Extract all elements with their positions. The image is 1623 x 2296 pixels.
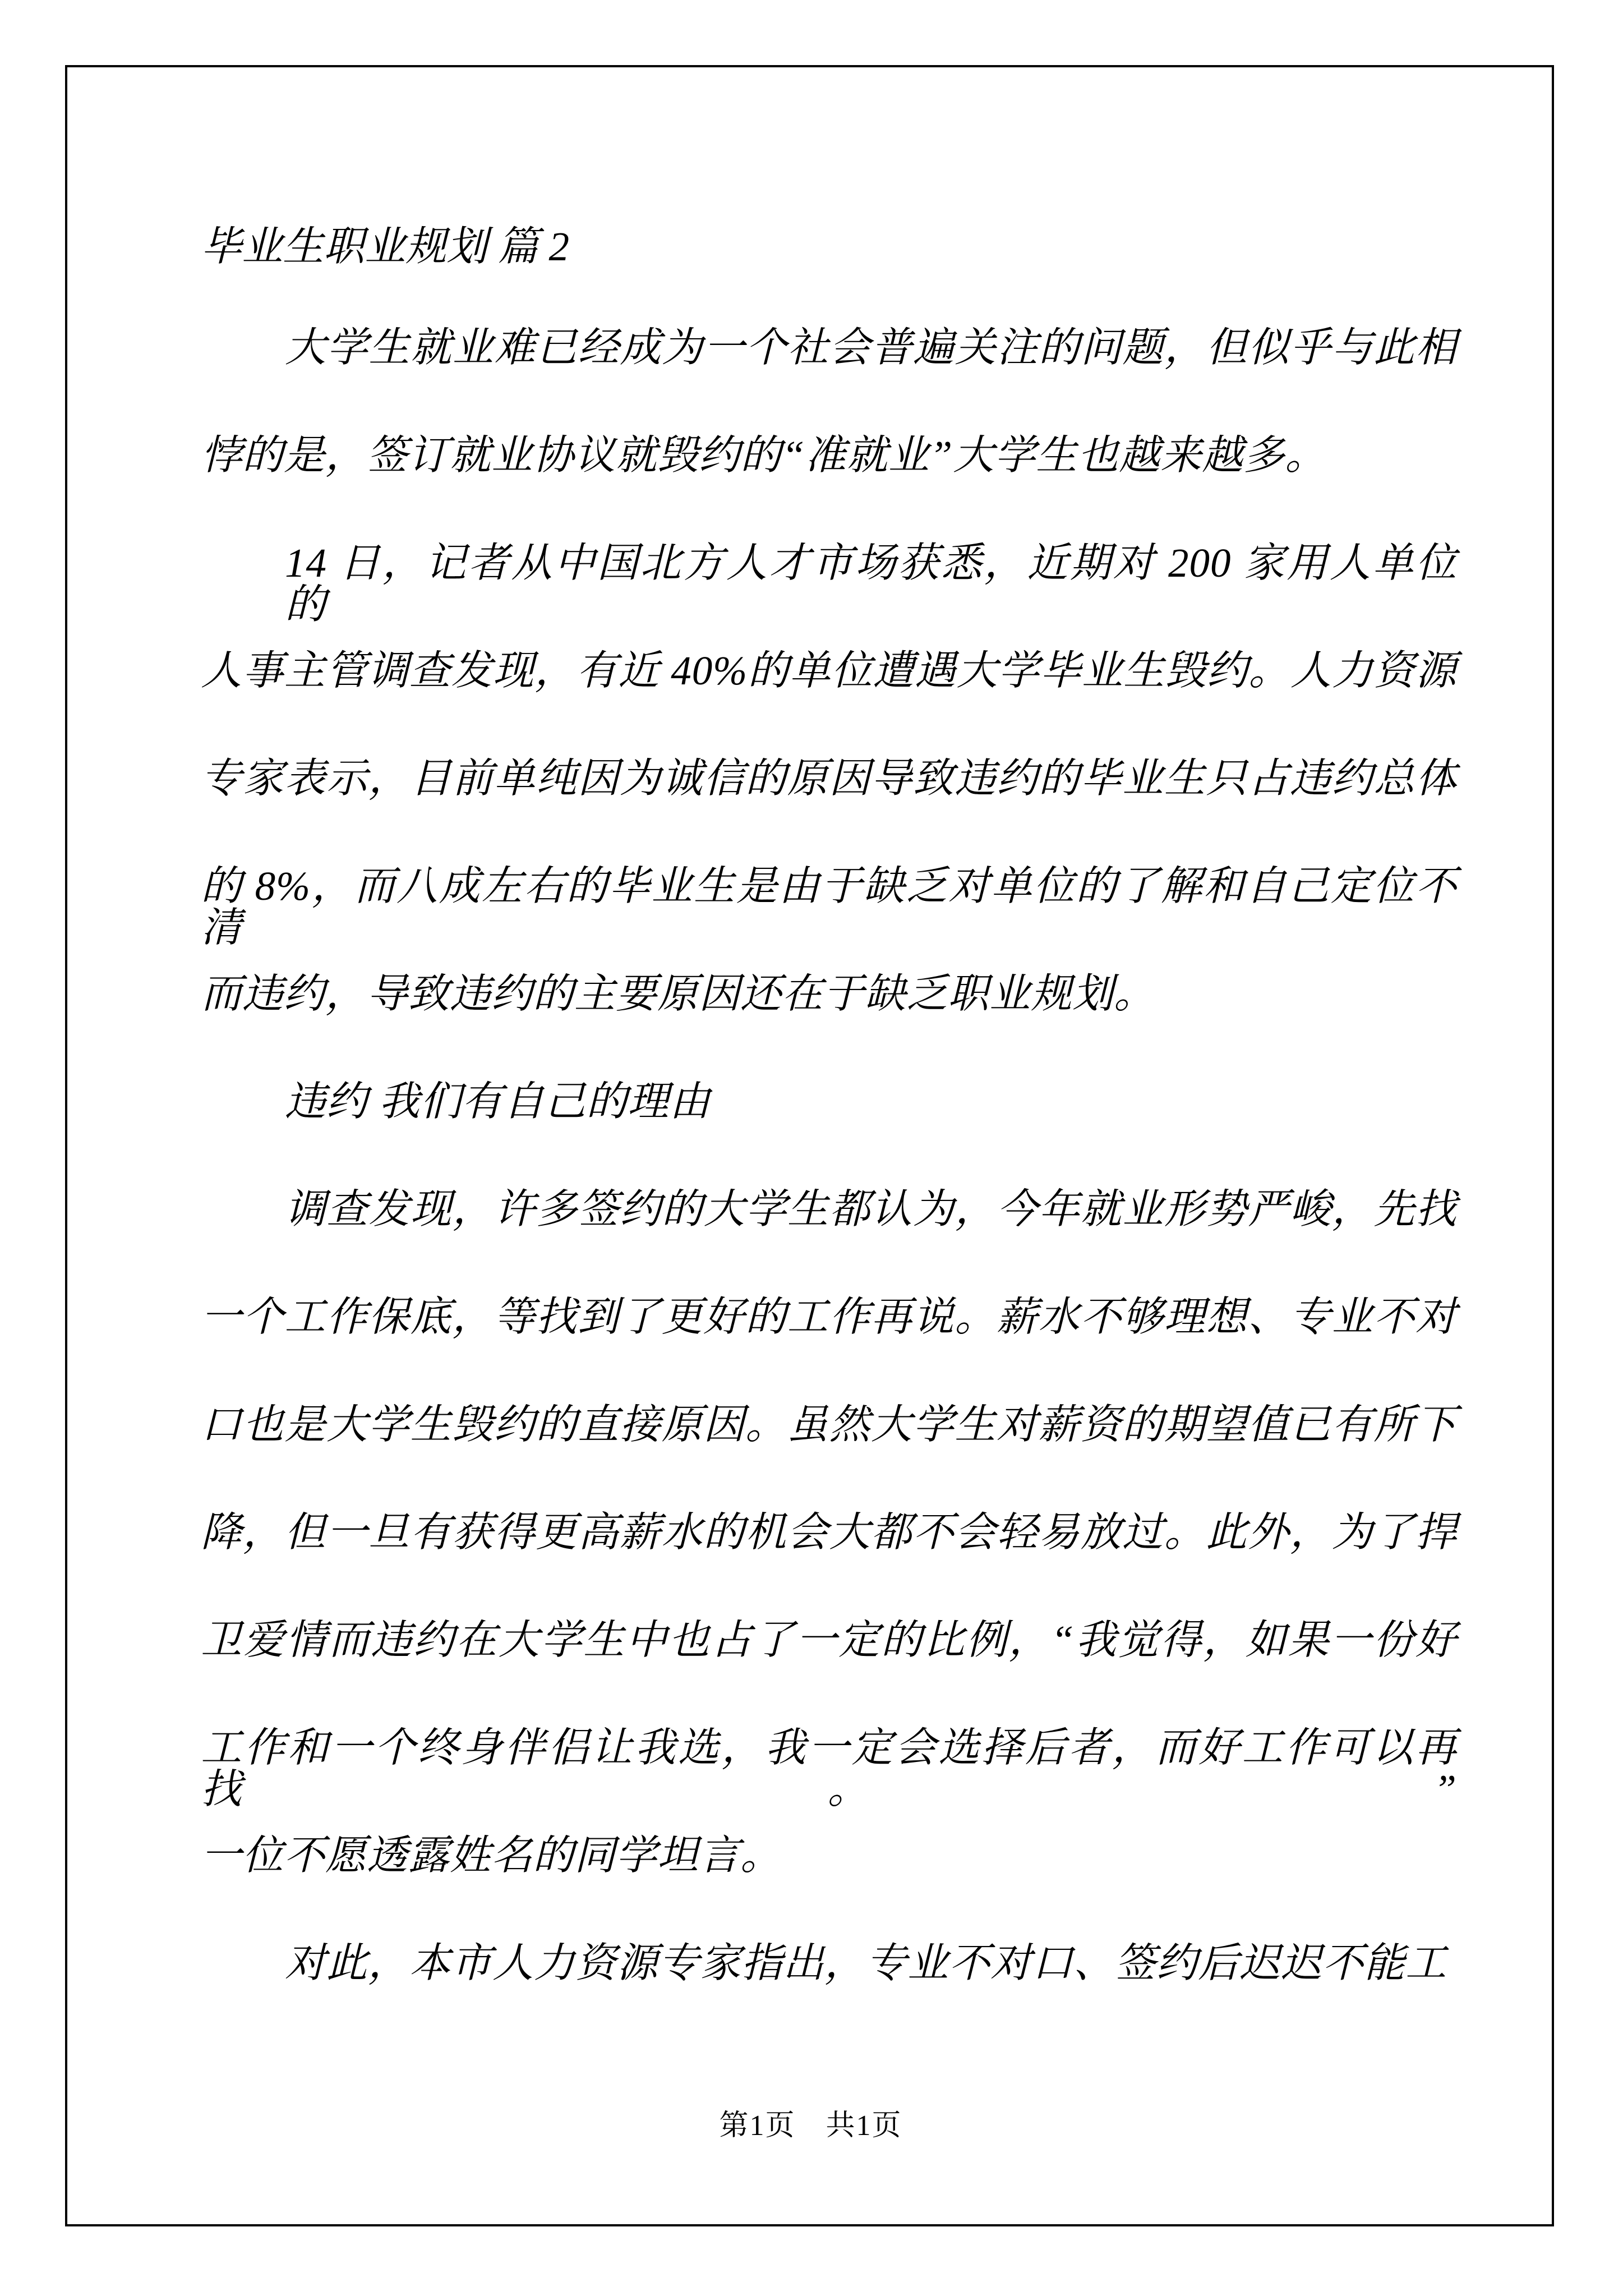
text-line: 大学生就业难已经成为一个社会普遍关注的问题，但似乎与此相	[285, 325, 1457, 370]
text-line: 一个工作保底，等找到了更好的工作再说。薪水不够理想、专业不对	[201, 1294, 1457, 1340]
document-title: 毕业生职业规划 篇 2	[201, 224, 569, 269]
text-line: 14 日，记者从中国北方人才市场获悉，近期对 200 家用人单位的	[285, 540, 1457, 627]
text-line: 的 8%，而八成左右的毕业生是由于缺乏对单位的了解和自己定位不清	[201, 863, 1457, 950]
text-line: 工作和一个终身伴侣让我选，我一定会选择后者，而好工作可以再找。”	[201, 1725, 1457, 1812]
page-footer: 第1页 共1页	[719, 2110, 902, 2142]
text-line: 调查发现，许多签约的大学生都认为，今年就业形势严峻，先找	[285, 1186, 1457, 1232]
page-border	[65, 65, 1554, 2226]
text-line: 而违约，导致违约的主要原因还在于缺乏职业规划。	[201, 971, 1155, 1016]
text-line: 专家表示，目前单纯因为诚信的原因导致违约的毕业生只占违约总体	[201, 756, 1457, 801]
text-line: 悖的是，签订就业协议就毁约的“准就业”大学生也越来越多。	[201, 432, 1327, 478]
text-line: 对此，本市人力资源专家指出，专业不对口、签约后迟迟不能工	[285, 1940, 1447, 1986]
text-line: 违约 我们有自己的理由	[285, 1079, 711, 1124]
text-line: 卫爱情而违约在大学生中也占了一定的比例，“我觉得，如果一份好	[201, 1617, 1457, 1663]
text-line: 降，但一旦有获得更高薪水的机会大都不会轻易放过。此外，为了捍	[201, 1510, 1457, 1555]
text-line: 口也是大学生毁约的直接原因。虽然大学生对薪资的期望值已有所下	[201, 1402, 1457, 1447]
text-line: 一位不愿透露姓名的同学坦言。	[201, 1833, 782, 1878]
text-line: 人事主管调查发现，有近 40%的单位遭遇大学毕业生毁约。人力资源	[201, 648, 1457, 693]
